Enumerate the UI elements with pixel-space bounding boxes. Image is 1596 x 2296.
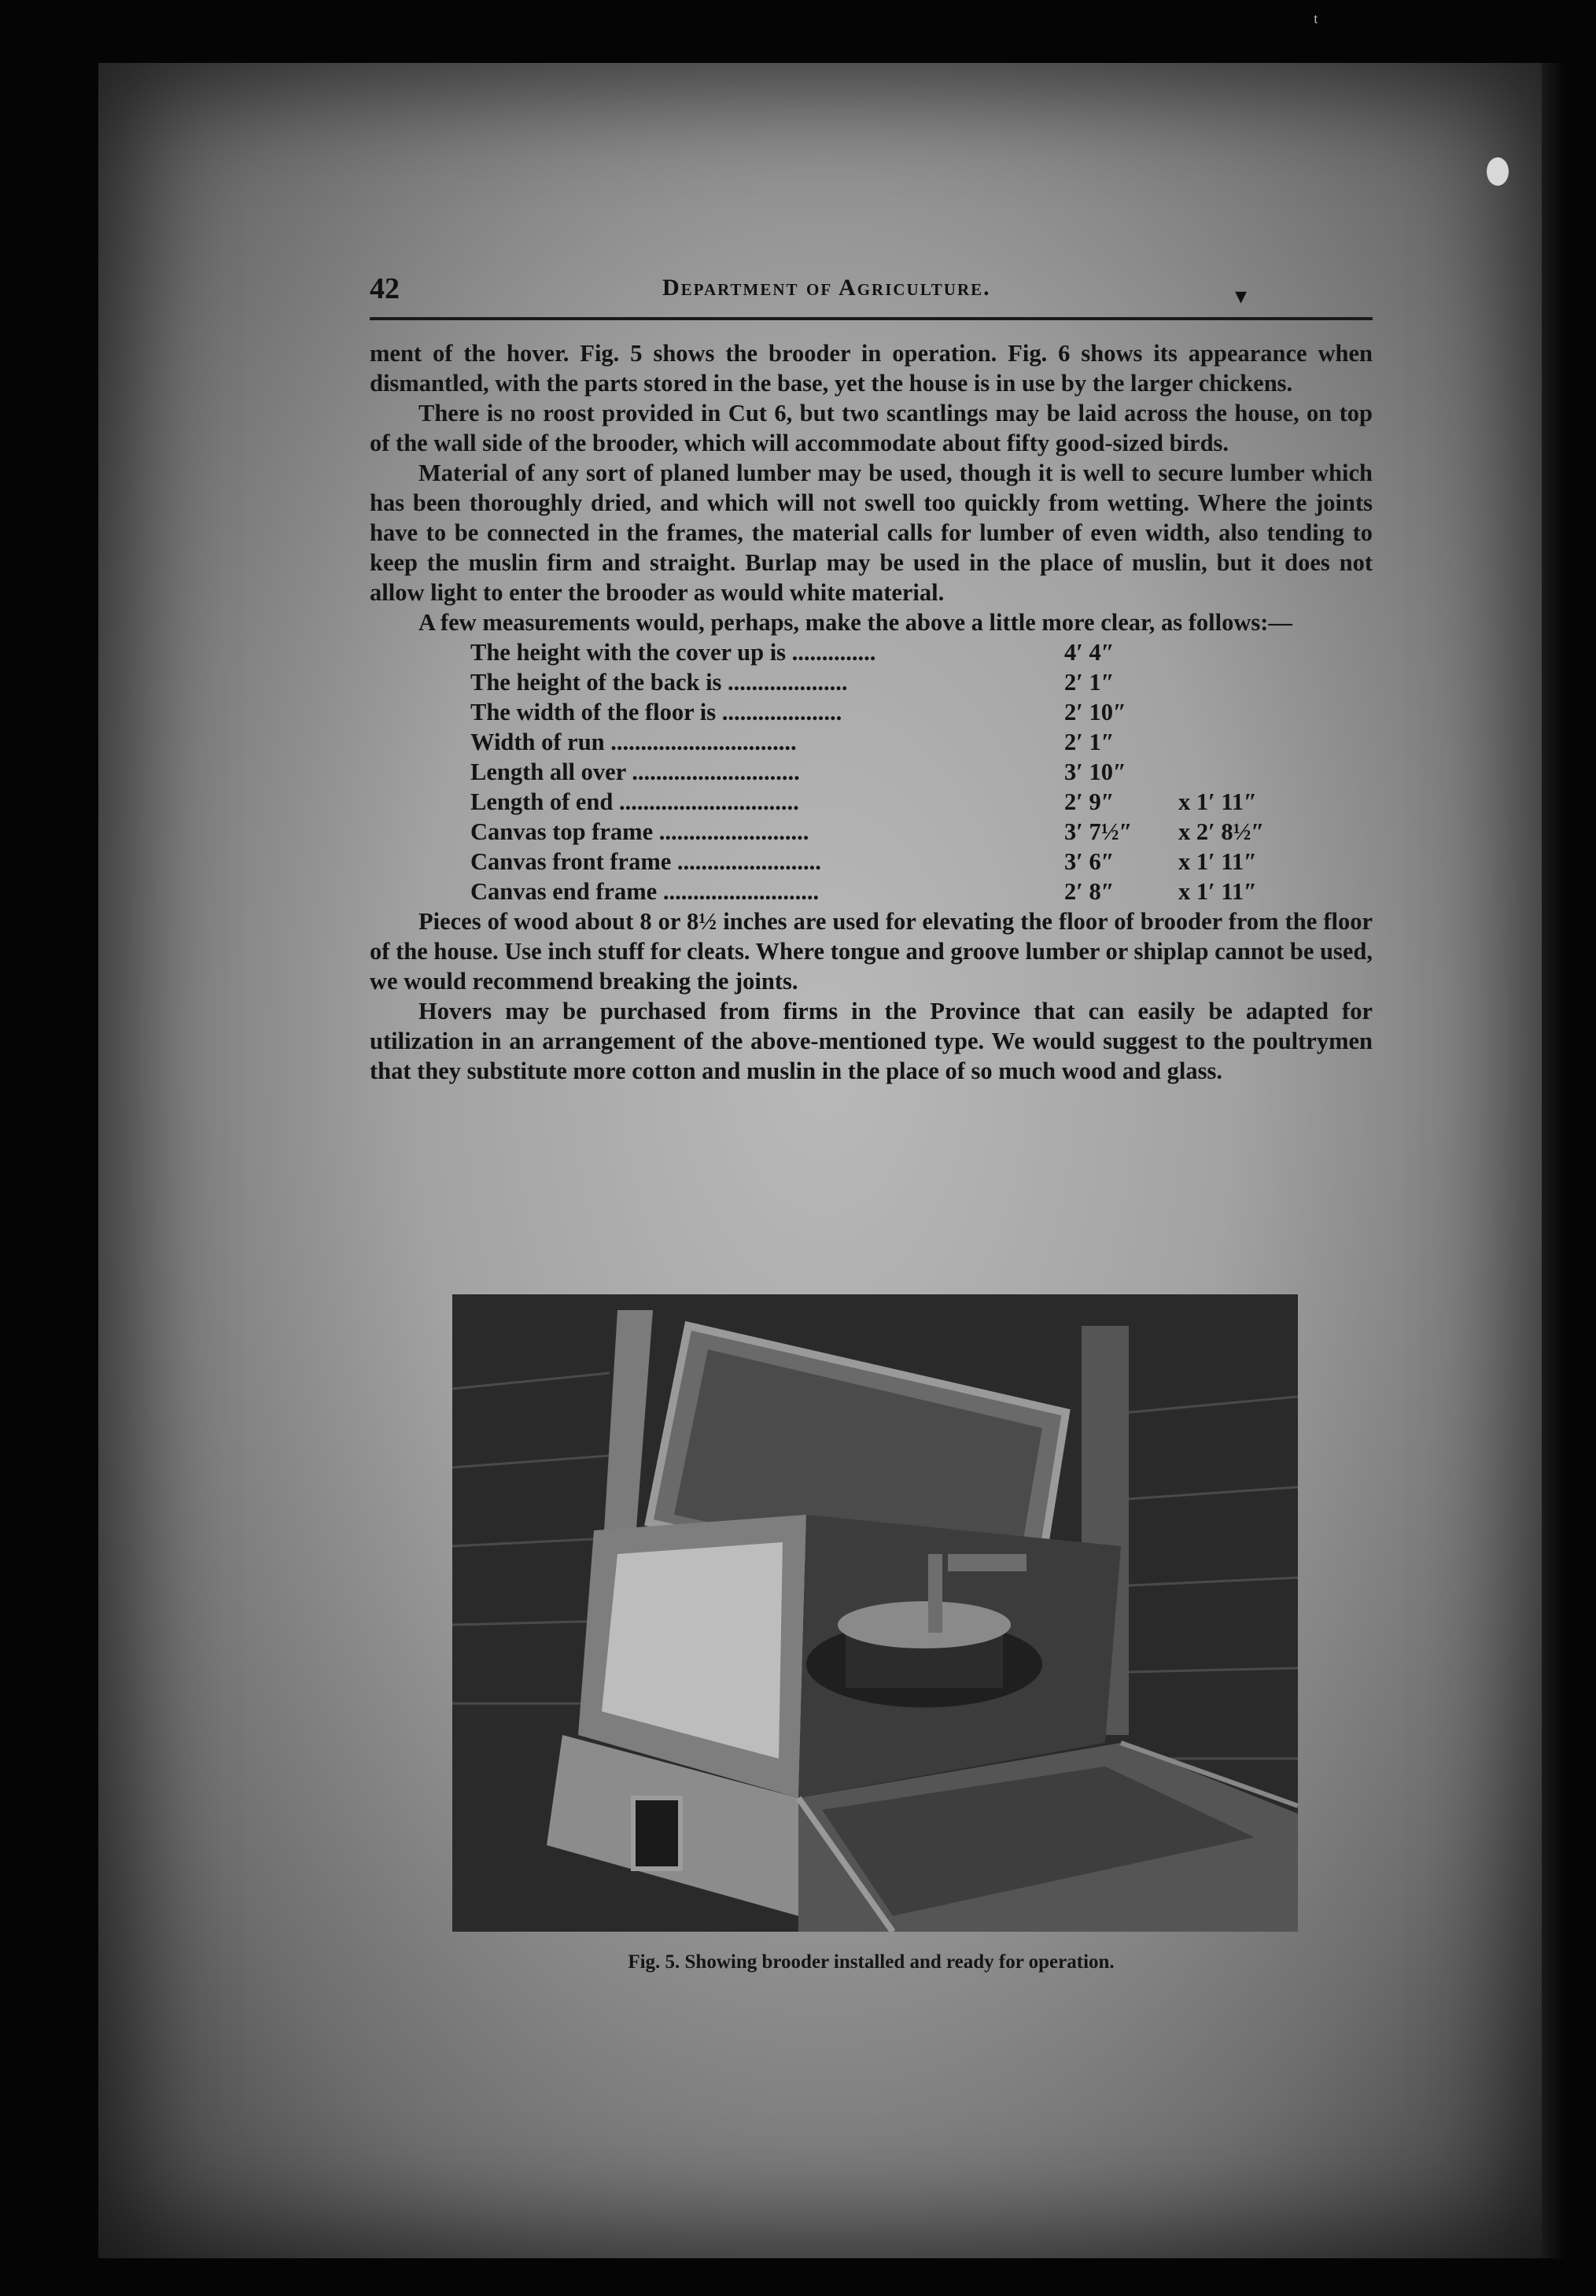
header-mark: ▾: [1235, 283, 1248, 309]
measurement-extra: [1178, 727, 1336, 757]
page-number: 42: [370, 272, 400, 305]
measurement-value: 2′ 1″: [1064, 729, 1115, 755]
measurement-value: 3′ 6″: [1064, 848, 1115, 875]
measurement-extra: x 1′ 11″: [1178, 878, 1257, 905]
paragraph-hovers: Hovers may be purchased from firms in the Province that can easily be adapted for utilization in an arrangement of the above-mentioned type. We would suggest to the poultrymen that they substitute more cotton and muslin in the place of so much wood and glass.: [370, 998, 1373, 1084]
running-head: Department of Agriculture.: [662, 275, 991, 301]
measurement-value: 2′ 10″: [1064, 699, 1126, 725]
dust-spot: [1487, 157, 1509, 186]
paragraph-material: Material of any sort of planed lumber may be used, though it is well to secure lumber which has been thoroughly dried, and which will not swell too quickly from wetting. Where the joints have to be connected in the frames, the material calls for lumber of even width, also tending to keep the muslin firm and straight. Burlap may be used in the place of muslin, but it does not allow light to enter the brooder as would white material.: [370, 460, 1373, 606]
binding-edge: [1542, 63, 1565, 2258]
measurement-extra: [1178, 757, 1336, 787]
measurement-label: The width of the floor is ....................: [470, 699, 842, 725]
measurement-label: The height with the cover up is ..............: [470, 639, 876, 666]
paragraph-roost: There is no roost provided in Cut 6, but two scantlings may be laid across the house, on top of the wall side of the brooder, which will accommodate about fifty good-sized birds.: [370, 400, 1373, 456]
measurement-value: 4′ 4″: [1064, 639, 1115, 666]
brooder-photo-illustration: [452, 1294, 1298, 1932]
measurement-label: Length all over ............................: [470, 759, 800, 785]
measurement-value: 2′ 9″: [1064, 788, 1115, 815]
figure-caption: Fig. 5. Showing brooder installed and ready for operation.: [628, 1951, 1115, 1973]
measurement-row: [470, 877, 1336, 906]
measurement-label: Length of end ..............................: [470, 788, 799, 815]
measurement-value: 2′ 1″: [1064, 669, 1115, 696]
measurement-value: 3′ 10″: [1064, 759, 1126, 785]
measurement-row: [470, 787, 1336, 817]
brooder-photograph: [452, 1294, 1298, 1932]
measurement-row: [470, 697, 1336, 727]
measurement-row: [470, 667, 1336, 697]
measurement-row: [470, 757, 1336, 787]
measurement-row: [470, 727, 1336, 757]
measurement-extra: [1178, 697, 1336, 727]
measurement-row: [470, 847, 1336, 877]
measurement-value: 3′ 7½″: [1064, 818, 1133, 845]
corner-mark: ᵗ: [1314, 9, 1318, 35]
measurement-label: Canvas front frame ........................: [470, 848, 821, 875]
measurement-label: Canvas end frame ..........................: [470, 878, 820, 905]
body-text: [370, 338, 1373, 1086]
measurement-label: The height of the back is ....................: [470, 669, 848, 696]
measurement-extra: x 2′ 8½″: [1178, 818, 1265, 845]
measurement-extra: [1178, 637, 1336, 667]
measurement-extra: x 1′ 11″: [1178, 848, 1257, 875]
measurement-extra: x 1′ 11″: [1178, 788, 1257, 815]
measurements-table: [470, 637, 1336, 906]
paragraph-pieces-of-wood: Pieces of wood about 8 or 8½ inches are used for elevating the floor of brooder from the floor of the house. Use inch stuff for cleats. Where tongue and groove lumber or shiplap cannot be used, we would recommend breaking the joints.: [370, 908, 1373, 995]
measurement-extra: [1178, 667, 1336, 697]
measurement-row: [470, 817, 1336, 847]
paragraph-continued: ment of the hover. Fig. 5 shows the brooder in operation. Fig. 6 shows its appearance when dismantled, with the parts stored in the base, yet the house is in use by the larger chickens.: [370, 340, 1373, 397]
paragraph-measurements-intro: A few measurements would, perhaps, make the above a little more clear, as follows:—: [418, 609, 1292, 636]
measurement-label: Width of run ...............................: [470, 729, 797, 755]
measurement-label: Canvas top frame .........................: [470, 818, 809, 845]
measurement-row: [470, 637, 1336, 667]
page-header: [370, 271, 1373, 320]
measurement-value: 2′ 8″: [1064, 878, 1115, 905]
